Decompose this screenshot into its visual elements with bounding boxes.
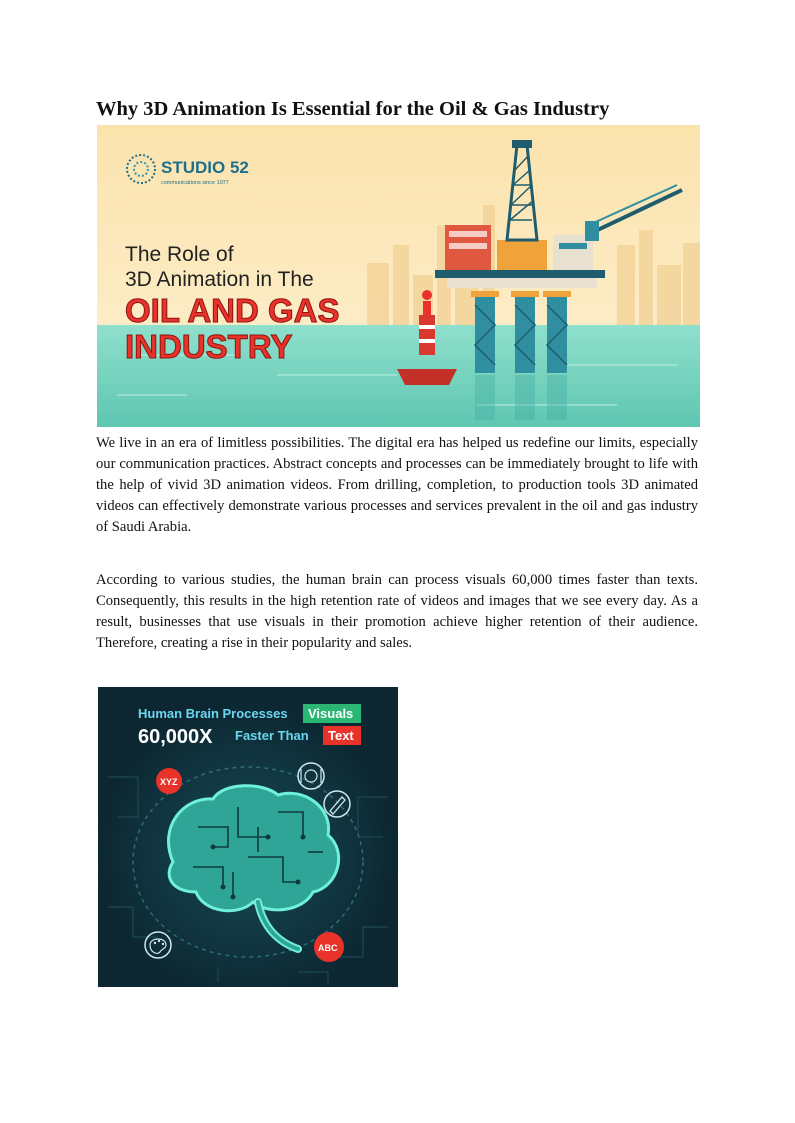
logo-text: STUDIO 52 xyxy=(161,158,249,177)
xyz-badge xyxy=(156,768,182,794)
svg-text:ABC: ABC xyxy=(318,943,338,953)
hero-illustration xyxy=(97,125,700,427)
page-title: Why 3D Animation Is Essential for the Oil & Gas Industry xyxy=(96,98,610,120)
brain-line2-prefix: 60,000X xyxy=(138,726,213,748)
hero-highlight-1: OIL AND GAS xyxy=(125,292,340,329)
brain-line2-middle: Faster Than xyxy=(235,728,309,743)
brain-line1-badge: Visuals xyxy=(308,706,354,721)
visuals-paragraph: According to various studies, the human brain can process visuals 60,000 times faster than texts. Consequently, this results in the high retention rate of videos and images that we see every day. As a result, businesses that use visuals in their promotion achieve higher retention of their audience. Therefore, creating a rise in their popularity and sales. xyxy=(96,572,698,651)
intro-paragraph: We live in an era of limitless possibilities. The digital era has helped us redefine our limits, especially our communication practices. Abstract concepts and processes can be immediately brought to life with the help of vivid 3D animation videos. From drilling, completion, to production tools 3D animated videos can effectively demonstrate various processes and services prevalent in the oil and gas industry of Saudi Arabia. xyxy=(96,435,698,535)
brain-line1-prefix: Human Brain Processes xyxy=(138,706,288,721)
hero-highlight-2: INDUSTRY xyxy=(125,328,293,365)
svg-text:XYZ: XYZ xyxy=(160,777,178,787)
hero-line-1: The Role of xyxy=(125,243,234,266)
brain-line2-badge: Text xyxy=(328,728,354,743)
brain-infographic xyxy=(98,687,398,987)
logo-tagline: communications since 1977 xyxy=(161,180,229,186)
hero-line-2: 3D Animation in The xyxy=(125,268,314,291)
abc-badge xyxy=(314,932,344,962)
